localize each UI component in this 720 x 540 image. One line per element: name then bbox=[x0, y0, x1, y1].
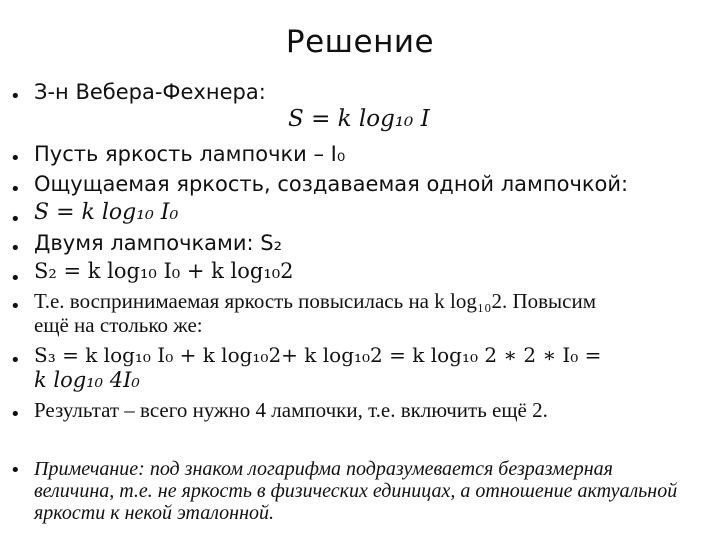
bullet-marker: • bbox=[10, 460, 21, 481]
perceived-brightness-text: Ощущаемая яркость, создаваемая одной лампочкой: bbox=[34, 172, 629, 196]
increase-text-line-2: ещё на столько же: bbox=[34, 313, 203, 337]
bullet-marker: • bbox=[10, 148, 21, 169]
two-bulbs-formula: S₂ = k log₁₀ I₀ + k log₁₀2 bbox=[34, 259, 294, 283]
bullet-marker: • bbox=[10, 86, 21, 107]
bulb-brightness-text: Пусть яркость лампочки – I₀ bbox=[34, 142, 346, 166]
bullet-marker: • bbox=[10, 350, 21, 371]
three-bulbs-formula-line-1: S₃ = k log₁₀ I₀ + k log₁₀2+ k log₁₀2 = k log₁₀ 2 ∗ 2 ∗ I₀ = bbox=[34, 343, 602, 367]
slide-title: Решение bbox=[285, 24, 435, 60]
one-bulb-formula: S = k log₁₀ I₀ bbox=[34, 200, 179, 225]
bullet-marker: • bbox=[10, 209, 21, 230]
note-text: Примечание: под знаком логарифма подразумевается безразмерная величина, т.е. не яркость в физических единицах, а отношение актуальной яркости к некой эталонной. bbox=[34, 458, 678, 524]
bullet-marker: • bbox=[10, 238, 21, 259]
bullet-marker: • bbox=[10, 296, 21, 317]
bullet-marker: • bbox=[10, 179, 21, 200]
three-bulbs-formula-line-2: k log₁₀ 4I₀ bbox=[34, 368, 140, 392]
weber-fechner-formula: S = k log₁₀ I bbox=[288, 106, 430, 132]
weber-fechner-law-heading: З-н Вебера-Фехнера: bbox=[34, 80, 266, 104]
increase-text-line-1: Т.е. воспринимаемая яркость повысилась на k log₁₀2. Повысим bbox=[34, 289, 597, 313]
bullet-marker: • bbox=[10, 404, 21, 425]
result-text: Результат – всего нужно 4 лампочки, т.е. включить ещё 2. bbox=[34, 398, 548, 422]
two-bulbs-text: Двумя лампочками: S₂ bbox=[34, 231, 283, 255]
bullet-marker: • bbox=[10, 268, 21, 289]
